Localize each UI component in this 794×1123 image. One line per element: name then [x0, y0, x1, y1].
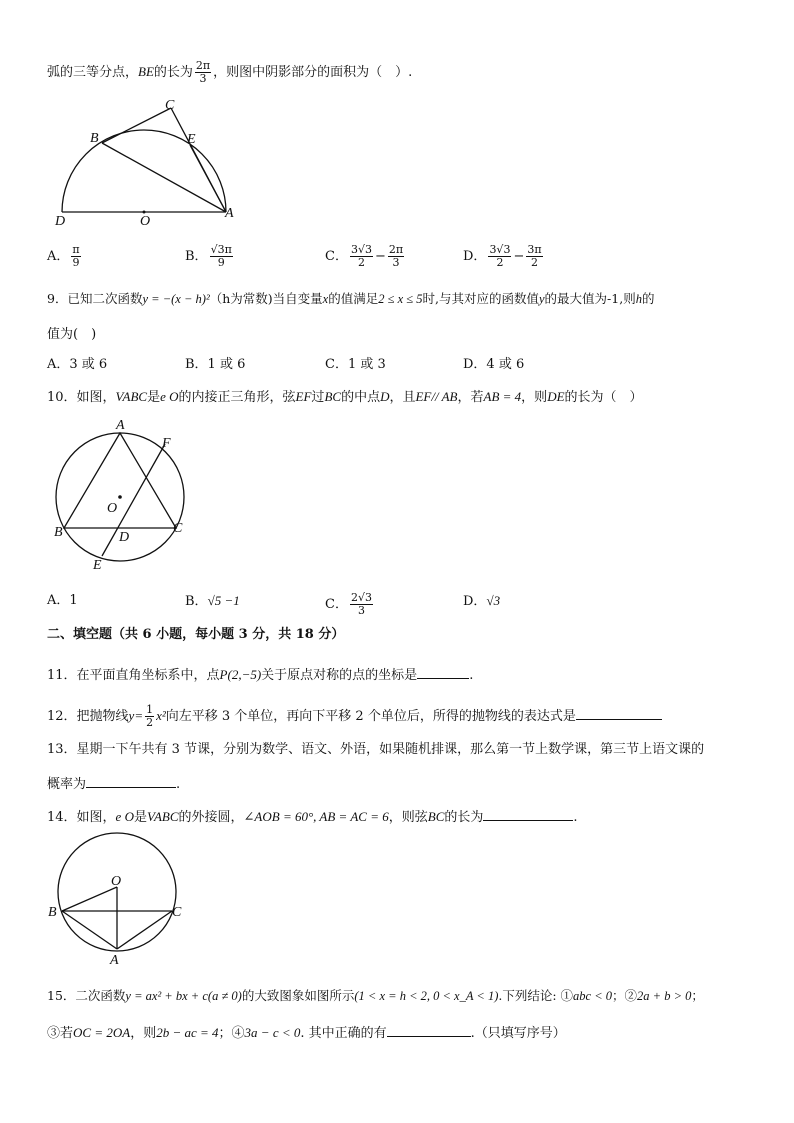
q8-text-1: 弧的三等分点，	[47, 65, 139, 80]
q14-answer-blank[interactable]	[483, 806, 573, 821]
q9-option-d[interactable]: D．4 或 6	[463, 357, 525, 372]
q13-answer-blank[interactable]	[86, 773, 176, 788]
label-f: F	[162, 436, 171, 451]
label-c: C	[173, 521, 183, 536]
label-b: B	[90, 131, 99, 146]
q14-stem: 14．如图，e O是VABC的外接圆，∠AOB = 60°, AB = AC = 6，则弦BC的长为 .	[47, 806, 578, 827]
q8-option-c[interactable]: C． $\frac{3√3}{2}$ − $\frac{2\pi}{3}$	[325, 243, 404, 269]
q9-stem-line2: 值为( )	[47, 327, 97, 342]
segment-bc	[102, 108, 171, 143]
label-e: E	[187, 132, 196, 147]
segment-ob	[62, 887, 117, 911]
q8-text-2: 的长为	[153, 65, 193, 80]
q13-stem: 13．星期一下午共有 3 节课，分别为数学、语文、外语，如果随机排课，那么第一节上数学课，第三节上语文课的	[47, 742, 705, 757]
q14-figure	[44, 830, 194, 970]
label-b: B	[48, 905, 57, 920]
q10-stem: 10．如图，VABC是e O的内接正三角形，弦EF过BC的中点D，且EF// AB，若AB = 4，则DE的长为（ ）	[47, 389, 643, 405]
q10-figure	[50, 412, 200, 572]
triangle-abc	[64, 433, 176, 528]
label-o: O	[107, 501, 118, 516]
label-e: E	[93, 558, 102, 572]
q15-stem-line2: ③若OC = 2OA，则2b − ac = 4；④3a − c < 0. 其中正确的有 .（只填写序号）	[47, 1022, 566, 1043]
q8-option-b[interactable]: B． $\frac{√3\pi}{9}$	[185, 243, 232, 269]
q8-option-a[interactable]: A． $\frac{\pi}{9}$	[47, 243, 80, 269]
semicircle-arc	[62, 130, 226, 212]
q8-figure	[50, 95, 250, 230]
label-b: B	[54, 525, 63, 540]
q9-option-c[interactable]: C．1 或 3	[325, 357, 386, 372]
q10-option-c[interactable]: C． $\frac{2√3}{3}$	[325, 591, 372, 617]
label-o: O	[140, 214, 151, 229]
q8-stem	[47, 60, 412, 85]
q8-arc-length: $\frac{2\pi}{3}$	[195, 59, 211, 85]
label-d: D	[119, 530, 130, 545]
q8-option-d[interactable]: D． $\frac{3√3}{2}$ − $\frac{3\pi}{2}$	[463, 243, 542, 269]
q8-text-3: ，则图中阴影部分的面积为（ ）.	[213, 65, 413, 80]
segment-ca	[117, 911, 172, 949]
q9-option-b[interactable]: B．1 或 6	[185, 357, 246, 372]
q9-option-a[interactable]: A．3 或 6	[47, 357, 108, 372]
q10-option-b[interactable]: B．√5 −1	[185, 593, 240, 609]
label-c: C	[172, 905, 182, 920]
q10-option-a[interactable]: A．1	[47, 593, 78, 608]
q15-stem: 15．二次函数y = ax² + bx + c(a ≠ 0)的大致图象如图所示(1 < x = h < 2, 0 < x_A < 1).下列结论: ①abc < 0；②2a + b > 0；	[47, 988, 704, 1003]
label-d: D	[55, 214, 66, 229]
q8-arc-be: BE	[138, 64, 154, 79]
label-a: A	[110, 953, 119, 968]
q11-stem: 11．在平面直角坐标系中，点P(2,−5)关于原点对称的点的坐标是 .	[47, 664, 473, 685]
label-a: A	[225, 206, 234, 221]
label-o: O	[111, 874, 122, 889]
label-c: C	[165, 98, 175, 113]
label-a: A	[116, 418, 125, 433]
q15-answer-blank[interactable]	[387, 1022, 471, 1037]
center-o	[118, 495, 122, 499]
q11-answer-blank[interactable]	[417, 664, 469, 679]
segment-ba	[62, 911, 117, 949]
section-2-title: 二、填空题（共 6 小题，每小题 3 分，共 18 分）	[47, 627, 345, 642]
q12-answer-blank[interactable]	[576, 705, 662, 720]
chord-ef	[102, 444, 165, 556]
q10-option-d[interactable]: D．√3	[463, 593, 501, 609]
q13-stem-line2: 概率为 .	[47, 773, 180, 794]
q12-stem: 12．把抛物线y= $\frac{1}{2}$ x²向左平移 3 个单位，再向下平移 2 个单位后，所得的抛物线的表达式是	[47, 704, 662, 729]
q9-stem: 9．已知二次函数y = −(x − h)²（h为常数)当自变量x的值满足2 ≤ x ≤ 5时,与其对应的函数值y的最大值为-1,则h的	[47, 291, 655, 306]
